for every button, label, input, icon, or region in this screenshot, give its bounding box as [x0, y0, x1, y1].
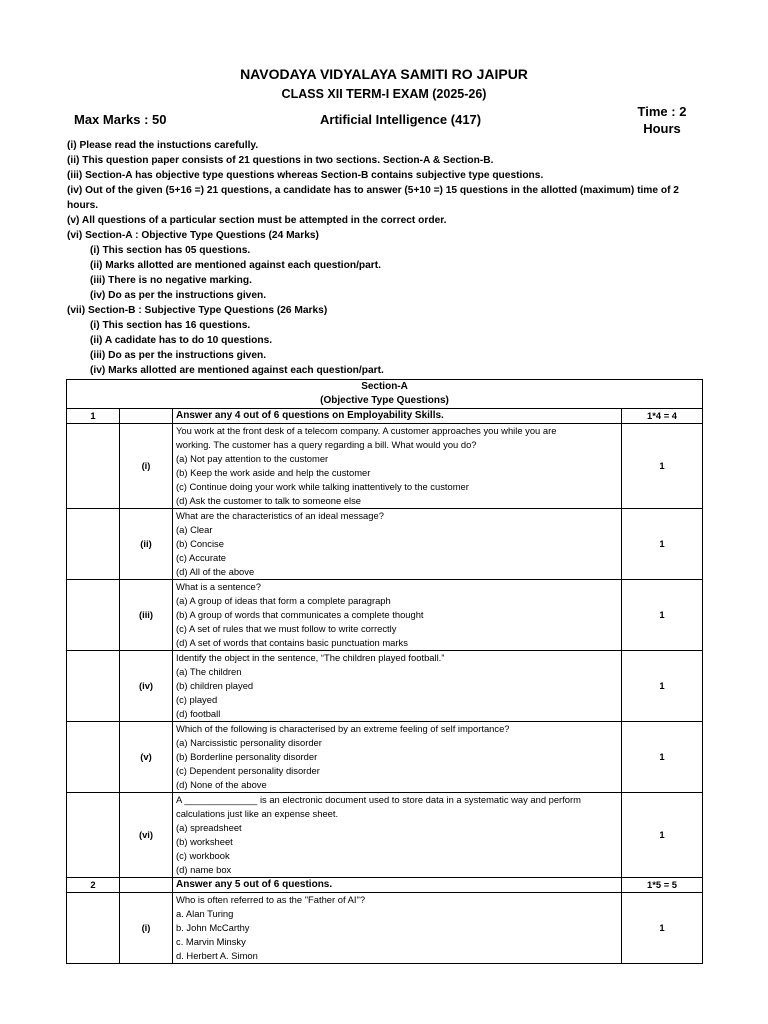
- instruction-subline: (ii) A cadidate has to do 10 questions.: [90, 335, 273, 346]
- option-line: b. John McCarthy: [176, 922, 250, 933]
- question-text: [173, 793, 622, 878]
- question-line: calculations just like an expense sheet.: [176, 808, 339, 819]
- question-table: [66, 379, 703, 964]
- question-line: Who is often referred to as the "Father of AI"?: [176, 894, 366, 905]
- option-line: (d) football: [176, 708, 221, 719]
- part-label: [120, 409, 173, 424]
- instruction-subline: (i) This section has 16 questions.: [90, 320, 251, 331]
- question-part-row: [67, 793, 703, 878]
- question-heading-row: [67, 409, 703, 424]
- question-marks: 1*4 = 4: [622, 409, 703, 424]
- question-part-row: [67, 651, 703, 722]
- question-part-row: [67, 424, 703, 509]
- question-text: [173, 893, 622, 964]
- part-marks: 1: [622, 651, 703, 722]
- part-label: (iii): [120, 580, 173, 651]
- question-line: Identify the object in the sentence, “The children played football.”: [176, 652, 445, 663]
- instruction-subline: (iii) Do as per the instructions given.: [90, 350, 267, 361]
- option-line: (d) A set of words that contains basic punctuation marks: [176, 637, 408, 648]
- option-line: (c) Continue doing your work while talking inattentively to the customer: [176, 481, 469, 492]
- part-label: (v): [120, 722, 173, 793]
- question-line: Which of the following is characterised by an extreme feeling of self importance?: [176, 723, 510, 734]
- option-line: (a) A group of ideas that form a complete paragraph: [176, 595, 391, 606]
- instruction-line: (vii) Section-B : Subjective Type Questions (26 Marks): [67, 305, 328, 316]
- instruction-line: (v) All questions of a particular section must be attempted in the correct order.: [67, 215, 447, 226]
- part-label: (i): [120, 424, 173, 509]
- option-line: (b) Borderline personality disorder: [176, 751, 318, 762]
- option-line: (a) Narcissistic personality disorder: [176, 737, 322, 748]
- option-line: (c) workbook: [176, 850, 230, 861]
- question-line: You work at the front desk of a telecom company. A customer approaches you while you are: [176, 425, 557, 436]
- time-line-2: Hours: [643, 121, 681, 136]
- instruction-subline: (iv) Marks allotted are mentioned against each question/part.: [90, 365, 384, 376]
- section-subtitle: (Objective Type Questions): [320, 395, 449, 406]
- question-text: [173, 580, 622, 651]
- question-text: [173, 509, 622, 580]
- question-text: [173, 651, 622, 722]
- part-marks: 1: [622, 893, 703, 964]
- option-line: (d) Ask the customer to talk to someone else: [176, 495, 361, 506]
- question-heading: Answer any 4 out of 6 questions on Employability Skills.: [173, 409, 622, 424]
- question-number: 2: [67, 878, 120, 893]
- question-line: What is a sentence?: [176, 581, 261, 592]
- question-text: [173, 424, 622, 509]
- question-part-row: [67, 722, 703, 793]
- subject-title: Artificial Intelligence (417): [320, 112, 482, 127]
- instruction-subline: (iii) There is no negative marking.: [90, 275, 252, 286]
- instruction-line: (iii) Section-A has objective type questions whereas Section-B contains subjective type questions.: [67, 170, 544, 181]
- question-line: A ______________ is an electronic document used to store data in a systematic way and perform: [176, 794, 581, 805]
- organization-title: NAVODAYA VIDYALAYA SAMITI RO JAIPUR: [240, 66, 528, 82]
- question-number: 1: [67, 409, 120, 424]
- part-label: (iv): [120, 651, 173, 722]
- option-line: (c) Accurate: [176, 552, 227, 563]
- instruction-line: (ii) This question paper consists of 21 questions in two sections. Section-A & Section-B.: [67, 155, 494, 166]
- option-line: a. Alan Turing: [176, 908, 234, 919]
- part-marks: 1: [622, 424, 703, 509]
- question-text: [173, 722, 622, 793]
- option-line: (c) Dependent personality disorder: [176, 765, 320, 776]
- instruction-line: (i) Please read the instuctions carefully.: [67, 140, 259, 151]
- option-line: (b) worksheet: [176, 836, 233, 847]
- option-line: (a) Not pay attention to the customer: [176, 453, 329, 464]
- instruction-subline: (i) This section has 05 questions.: [90, 245, 251, 256]
- option-line: (d) None of the above: [176, 779, 267, 790]
- part-label: [120, 878, 173, 893]
- question-marks: 1*5 = 5: [622, 878, 703, 893]
- option-line: (d) name box: [176, 864, 232, 875]
- option-line: (a) spreadsheet: [176, 822, 242, 833]
- option-line: (c) played: [176, 694, 218, 705]
- part-label: (ii): [120, 509, 173, 580]
- question-part-row: [67, 893, 703, 964]
- question-heading-row: [67, 878, 703, 893]
- time-line-1: Time : 2: [637, 104, 687, 119]
- question-line: working. The customer has a query regarding a bill. What would you do?: [176, 439, 477, 450]
- section-header-row: [67, 380, 703, 409]
- option-line: (d) All of the above: [176, 566, 255, 577]
- option-line: d. Herbert A. Simon: [176, 950, 258, 961]
- option-line: c. Marvin Minsky: [176, 936, 246, 947]
- option-line: (b) A group of words that communicates a complete thought: [176, 609, 424, 620]
- question-part-row: [67, 509, 703, 580]
- part-marks: 1: [622, 722, 703, 793]
- part-label: (vi): [120, 793, 173, 878]
- exam-title: CLASS XII TERM-I EXAM (2025-26): [281, 87, 487, 101]
- instruction-subline: (ii) Marks allotted are mentioned against each question/part.: [90, 260, 381, 271]
- question-line: What are the characteristics of an ideal message?: [176, 510, 384, 521]
- section-title: Section-A: [361, 381, 408, 392]
- option-line: (b) Keep the work aside and help the customer: [176, 467, 371, 478]
- question-heading: Answer any 5 out of 6 questions.: [173, 878, 622, 893]
- option-line: (a) Clear: [176, 524, 213, 535]
- time-allowed: [628, 103, 696, 137]
- part-marks: 1: [622, 509, 703, 580]
- option-line: (b) Concise: [176, 538, 224, 549]
- question-part-row: [67, 580, 703, 651]
- instruction-subline: (iv) Do as per the instructions given.: [90, 290, 267, 301]
- instruction-line: (vi) Section-A : Objective Type Questions (24 Marks): [67, 230, 319, 241]
- max-marks: Max Marks : 50: [74, 112, 167, 127]
- part-marks: 1: [622, 580, 703, 651]
- part-marks: 1: [622, 793, 703, 878]
- option-line: (c) A set of rules that we must follow to write correctly: [176, 623, 397, 634]
- option-line: (b) children played: [176, 680, 254, 691]
- option-line: (a) The children: [176, 666, 242, 677]
- instruction-line: (iv) Out of the given (5+16 =) 21 questions, a candidate has to answer (5+10 =) 15 questions in the allotted (maximum) time of 2 hours.: [67, 185, 679, 211]
- part-label: (i): [120, 893, 173, 964]
